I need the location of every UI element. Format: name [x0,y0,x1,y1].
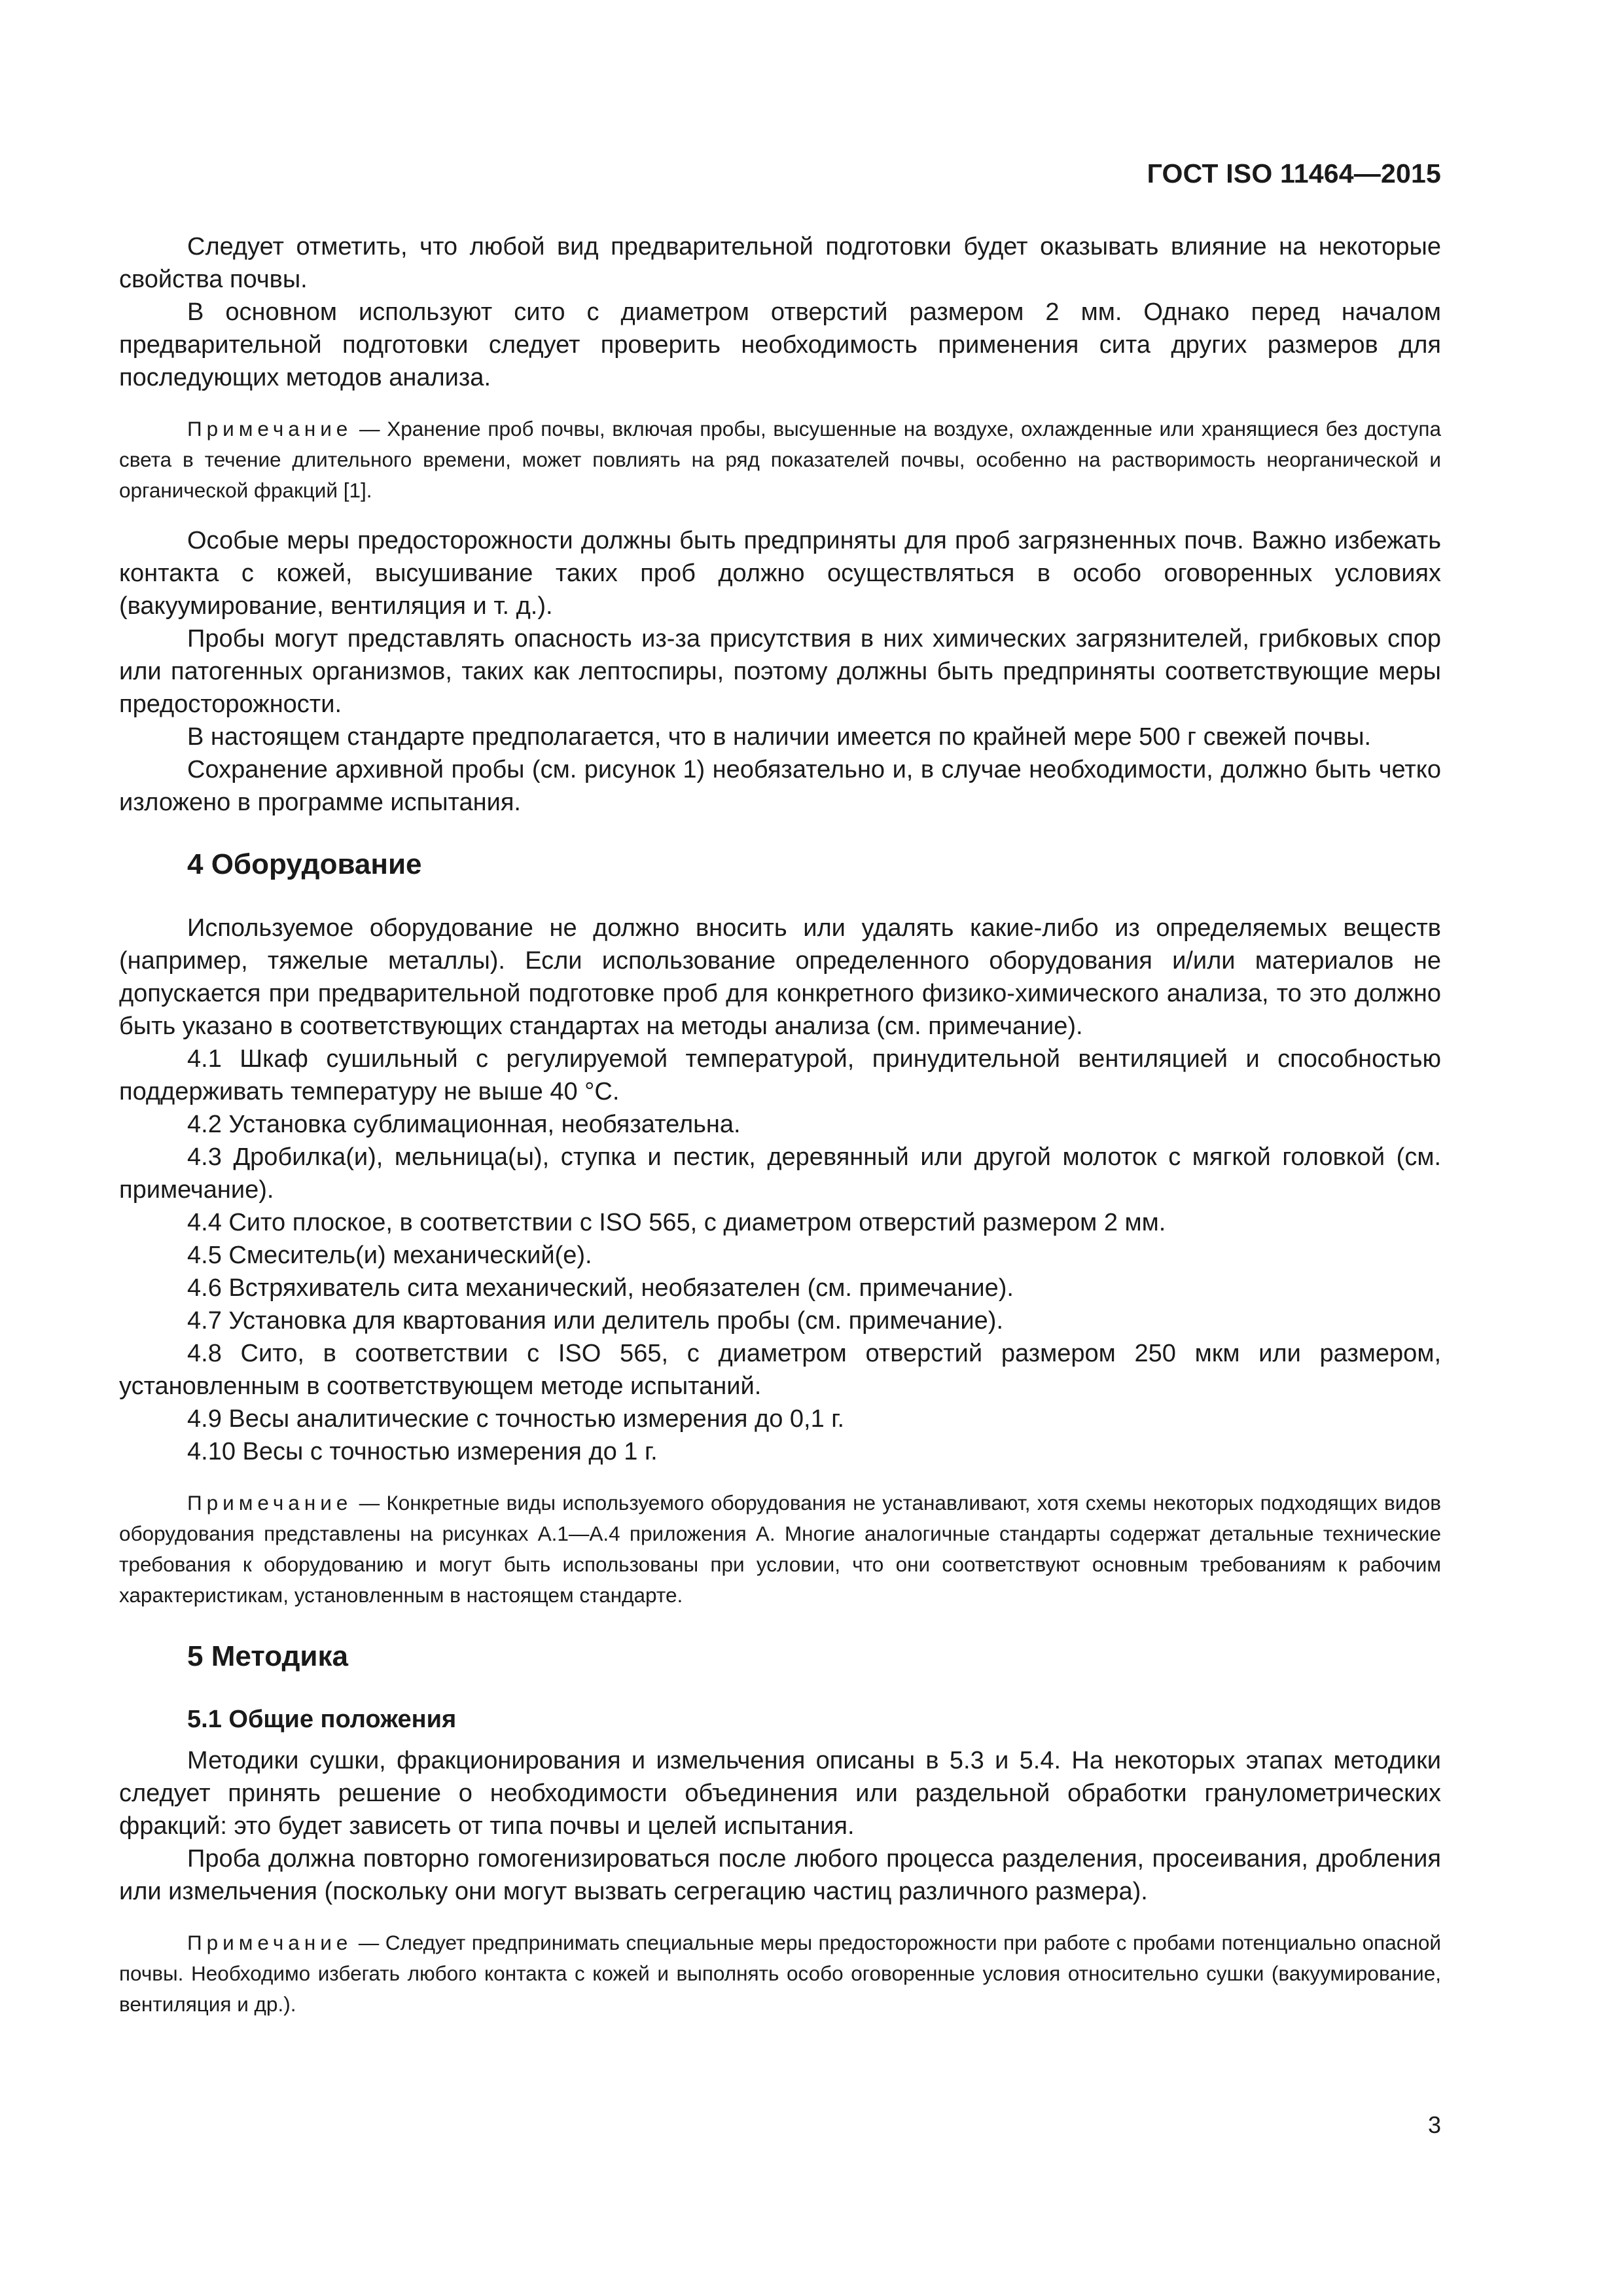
note-text: — Хранение проб почвы, включая пробы, высушенные на воздухе, охлажденные или хранящиеся без доступа света в течение длительного времени, может повлиять на ряд показателей почвы, особенно на растворимость неорганической и органической фракций [1]. [119,417,1441,502]
equipment-item-4-10: 4.10 Весы с точностью измерения до 1 г. [187,1438,658,1465]
note-label: Примечание [187,1931,353,1954]
paragraph-sieve-size: В основном используют сито с диаметром отверстий размером 2 мм. Однако перед началом предварительной подготовки следует проверить необходимость применения сита других размеров для последующих методов анализа. [119,298,1441,391]
equipment-item-4-4: 4.4 Сито плоское, в соответствии с ISO 565, с диаметром отверстий размером 2 мм. [187,1209,1166,1236]
equipment-item-4-3: 4.3 Дробилка(и), мельница(ы), ступка и пестик, деревянный или другой молоток с мягкой головкой (см. примечание). [119,1143,1441,1204]
subsection-5-1-title: 5.1 Общие положения [187,1706,457,1733]
paragraph-pretreatment-effect: Следует отметить, что любой вид предварительной подготовки будет оказывать влияние на некоторые свойства почвы. [119,233,1441,293]
section-4-title: 4 Оборудование [187,848,422,880]
note-equipment [119,1488,1441,1611]
equipment-item-4-1: 4.1 Шкаф сушильный с регулируемой температурой, принудительной вентиляцией и способностью поддерживать температуру не выше 40 °С. [119,1045,1441,1105]
section-5-title: 5 Методика [187,1640,348,1672]
equipment-item-4-6: 4.6 Встряхиватель сита механический, необязателен (см. примечание). [187,1274,1014,1302]
paragraph-archive-sample: Сохранение архивной пробы (см. рисунок 1) необязательно и, в случае необходимости, должно быть четко изложено в программе испытания. [119,756,1441,816]
note-label: Примечание [187,1491,353,1515]
note-label: Примечание [187,417,353,440]
paragraph-hazards: Пробы могут представлять опасность из-за присутствия в них химических загрязнителей, грибковых спор или патогенных организмов, таких как лептоспиры, поэтому должны быть предприняты соответствующие меры предосторожности. [119,625,1441,718]
paragraph-methods-overview: Методики сушки, фракционирования и измельчения описаны в 5.3 и 5.4. На некоторых этапах методики следует принять решение о необходимости объединения или раздельной обработки гранулометрических фракций: это будет зависеть от типа почвы и целей испытания. [119,1747,1441,1840]
note-text: — Конкретные виды используемого оборудования не устанавливают, хотя схемы некоторых подходящих видов оборудования представлены на рисунках А.1—А.4 приложения А. Многие аналогичные стандарты содержат детальные технические требования к оборудованию и могут быть использованы при условии, что они соответствуют основным требованиям к рабочим характеристикам, установленным в настоящем стандарте. [119,1491,1441,1607]
equipment-item-4-9: 4.9 Весы аналитические с точностью измерения до 0,1 г. [187,1405,845,1433]
equipment-item-4-8: 4.8 Сито, в соответствии с ISO 565, с диаметром отверстий размером 250 мкм или размером, установленным в соответствующем методе испытаний. [119,1340,1441,1400]
paragraph-fresh-soil-amount: В настоящем стандарте предполагается, что в наличии имеется по крайней мере 500 г свежей почвы. [187,723,1372,751]
note-storage [119,414,1441,506]
paragraph-homogenization: Проба должна повторно гомогенизироваться после любого процесса разделения, просеивания, дробления или измельчения (поскольку они могут вызвать сегрегацию частиц различного размера). [119,1845,1441,1905]
page-content [119,230,1441,2038]
note-text: — Следует предпринимать специальные меры предосторожности при работе с пробами потенциально опасной почвы. Необходимо избегать любого контакта с кожей и выполнять особо оговоренные условия относительно сушки (вакуумирование, вентиляция и др.). [119,1931,1441,2016]
paragraph-contaminated-soils: Особые меры предосторожности должны быть предприняты для проб загрязненных почв. Важно избежать контакта с кожей, высушивание таких проб должно осуществляться в особо оговоренных условиях (вакуумирование, вентиляция и т. д.). [119,527,1441,620]
equipment-item-4-2: 4.2 Установка сублимационная, необязательна. [187,1111,741,1138]
document-header: ГОСТ ISO 11464—2015 [1147,158,1441,188]
page-number: 3 [1427,2111,1441,2138]
equipment-item-4-5: 4.5 Смеситель(и) механический(е). [187,1242,592,1269]
section-4-intro: Используемое оборудование не должно вносить или удалять какие-либо из определяемых веществ (например, тяжелые металлы). Если использование определенного оборудования и/или материалов не допускается при предварительной подготовке проб для конкретного физико-химического анализа, то это должно быть указано в соответствующих стандартах на методы анализа (см. примечание). [119,914,1441,1040]
equipment-item-4-7: 4.7 Установка для квартования или делитель пробы (см. примечание). [187,1307,1004,1335]
note-precautions [119,1928,1441,2020]
